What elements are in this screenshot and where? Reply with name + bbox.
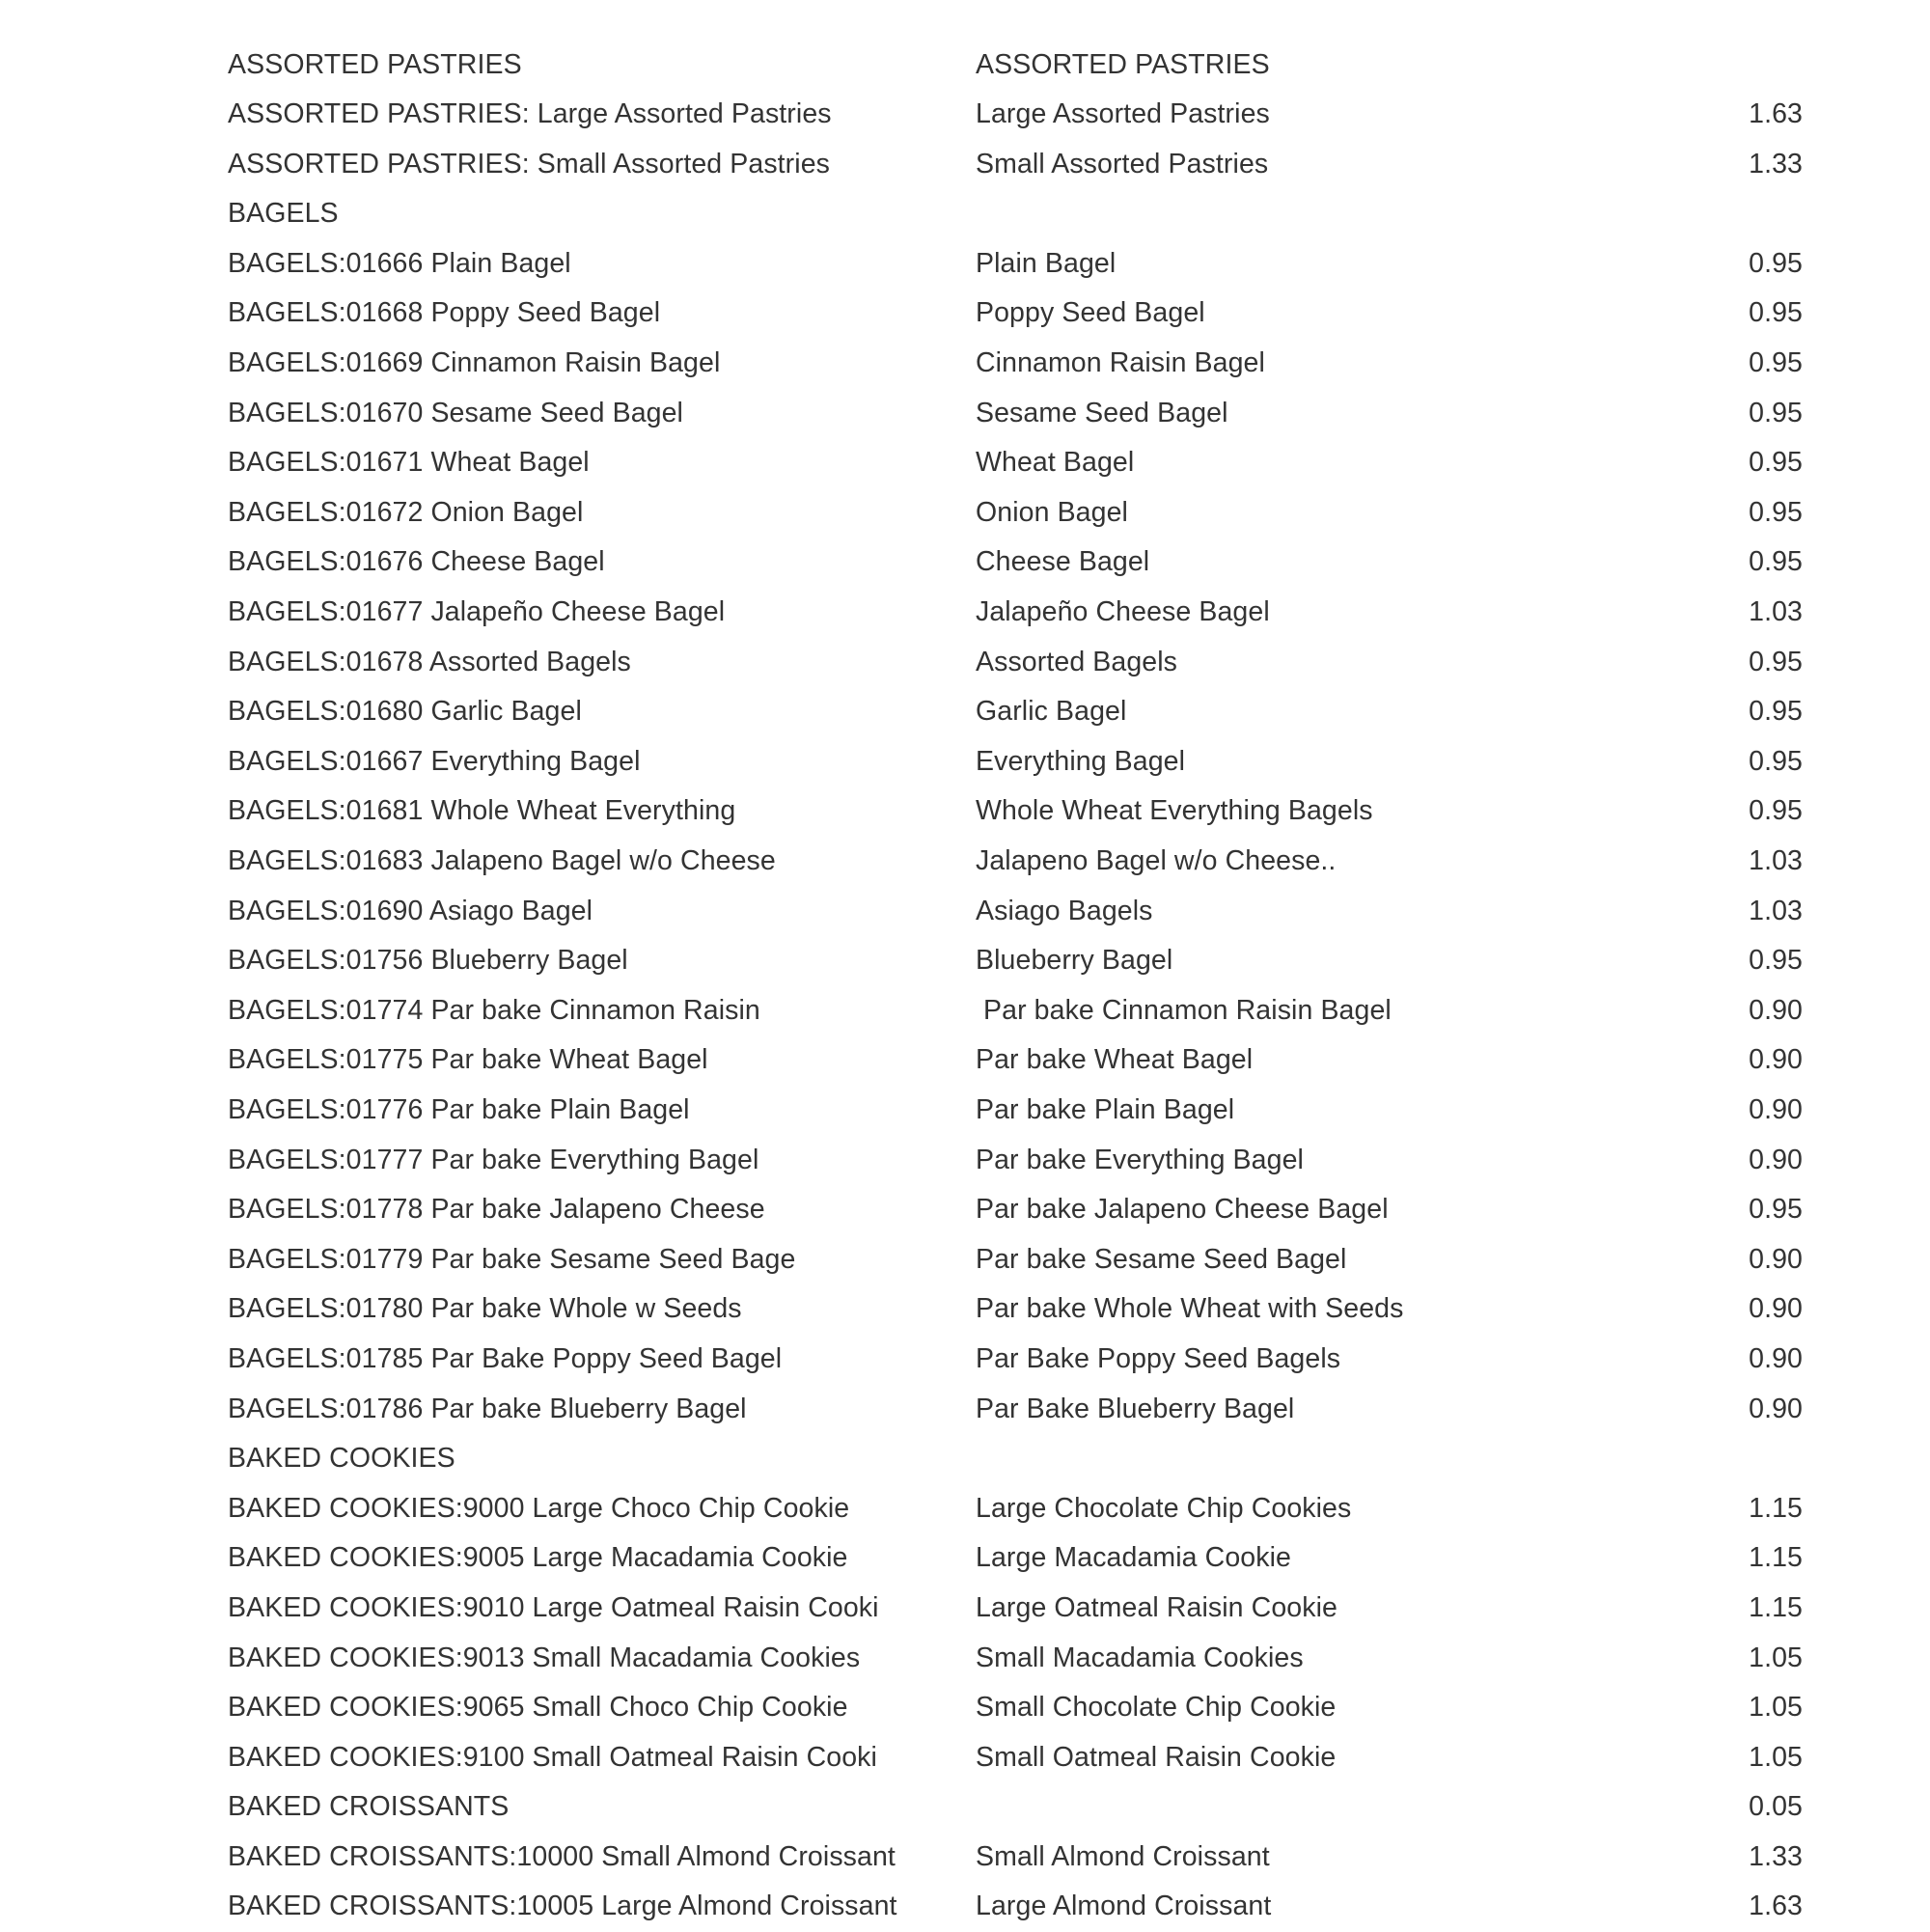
table-row <box>0 1733 1930 1783</box>
item-description: Par bake Whole Wheat with Seeds <box>976 1284 1404 1335</box>
table-row <box>0 1185 1930 1235</box>
item-price: 1.63 <box>1749 1882 1803 1932</box>
item-name: BAKED CROISSANTS:10005 Large Almond Croissant <box>228 1882 897 1932</box>
item-price: 1.05 <box>1749 1733 1803 1783</box>
table-row <box>0 737 1930 787</box>
item-price: 0.95 <box>1749 1185 1803 1235</box>
item-name: BAGELS:01690 Asiago Bagel <box>228 887 593 937</box>
item-price: 1.15 <box>1749 1533 1803 1584</box>
item-price: 0.90 <box>1749 1235 1803 1285</box>
item-description: Par bake Jalapeno Cheese Bagel <box>976 1185 1389 1235</box>
table-row <box>0 638 1930 688</box>
table-row <box>0 1284 1930 1335</box>
table-row <box>0 239 1930 290</box>
item-description: Small Almond Croissant <box>976 1833 1270 1883</box>
table-row <box>0 1484 1930 1534</box>
item-name: BAKED COOKIES:9010 Large Oatmeal Raisin Cooki <box>228 1584 879 1634</box>
item-name: BAGELS:01775 Par bake Wheat Bagel <box>228 1035 708 1086</box>
item-name: BAGELS:01669 Cinnamon Raisin Bagel <box>228 339 720 389</box>
table-row <box>0 787 1930 837</box>
table-row <box>0 488 1930 538</box>
table-row <box>0 687 1930 737</box>
table-row <box>0 189 1930 239</box>
table-row <box>0 90 1930 140</box>
item-price: 0.95 <box>1749 488 1803 538</box>
table-row <box>0 1235 1930 1285</box>
table-row <box>0 887 1930 937</box>
item-price: 0.95 <box>1749 438 1803 488</box>
item-name: BAGELS:01779 Par bake Sesame Seed Bage <box>228 1235 795 1285</box>
item-price: 0.95 <box>1749 787 1803 837</box>
item-price: 1.33 <box>1749 140 1803 190</box>
item-description: Par bake Everything Bagel <box>976 1136 1304 1186</box>
item-description: Large Oatmeal Raisin Cookie <box>976 1584 1337 1634</box>
item-price: 1.33 <box>1749 1833 1803 1883</box>
item-description: Cinnamon Raisin Bagel <box>976 339 1265 389</box>
item-price: 1.15 <box>1749 1584 1803 1634</box>
table-row <box>0 1086 1930 1136</box>
item-name: BAGELS:01777 Par bake Everything Bagel <box>228 1136 758 1186</box>
item-name: BAGELS:01667 Everything Bagel <box>228 737 641 787</box>
item-name: BAKED CROISSANTS:10000 Small Almond Croissant <box>228 1833 896 1883</box>
table-row <box>0 41 1930 91</box>
item-name: BAGELS:01670 Sesame Seed Bagel <box>228 389 683 439</box>
item-price: 1.15 <box>1749 1484 1803 1534</box>
item-description: Small Macadamia Cookies <box>976 1634 1304 1684</box>
item-name: BAGELS:01671 Wheat Bagel <box>228 438 590 488</box>
table-row <box>0 389 1930 439</box>
item-price: 0.90 <box>1749 1035 1803 1086</box>
item-description: Small Oatmeal Raisin Cookie <box>976 1733 1336 1783</box>
item-name: BAKED COOKIES <box>228 1434 455 1484</box>
item-description: Plain Bagel <box>976 239 1116 290</box>
table-row <box>0 1434 1930 1484</box>
item-name: BAGELS:01677 Jalapeño Cheese Bagel <box>228 588 725 638</box>
item-description: Whole Wheat Everything Bagels <box>976 787 1373 837</box>
item-description: Garlic Bagel <box>976 687 1126 737</box>
item-price: 0.90 <box>1749 1385 1803 1435</box>
item-description: Jalapeno Bagel w/o Cheese.. <box>976 837 1336 887</box>
table-row <box>0 538 1930 588</box>
item-price: 0.95 <box>1749 687 1803 737</box>
item-description: Par bake Sesame Seed Bagel <box>976 1235 1346 1285</box>
item-name: ASSORTED PASTRIES: Small Assorted Pastries <box>228 140 830 190</box>
table-row <box>0 986 1930 1036</box>
item-name: ASSORTED PASTRIES <box>228 41 522 91</box>
item-name: BAKED COOKIES:9100 Small Oatmeal Raisin Cooki <box>228 1733 877 1783</box>
item-name: BAGELS:01678 Assorted Bagels <box>228 638 631 688</box>
item-price: 0.95 <box>1749 239 1803 290</box>
table-row <box>0 140 1930 190</box>
table-row <box>0 1683 1930 1733</box>
table-row <box>0 1035 1930 1086</box>
table-row <box>0 1136 1930 1186</box>
table-row <box>0 1634 1930 1684</box>
item-description: Onion Bagel <box>976 488 1128 538</box>
item-name: BAGELS:01778 Par bake Jalapeno Cheese <box>228 1185 765 1235</box>
table-row <box>0 1782 1930 1833</box>
item-description: Assorted Bagels <box>976 638 1177 688</box>
item-price: 0.90 <box>1749 1086 1803 1136</box>
table-row <box>0 1533 1930 1584</box>
table-row <box>0 339 1930 389</box>
item-price: 1.03 <box>1749 887 1803 937</box>
item-price: 1.05 <box>1749 1683 1803 1733</box>
item-price: 0.90 <box>1749 986 1803 1036</box>
item-name: BAGELS <box>228 189 339 239</box>
item-description: Cheese Bagel <box>976 538 1149 588</box>
item-price: 1.03 <box>1749 588 1803 638</box>
item-price: 1.05 <box>1749 1634 1803 1684</box>
item-description: Par bake Plain Bagel <box>976 1086 1234 1136</box>
item-name: BAGELS:01785 Par Bake Poppy Seed Bagel <box>228 1335 782 1385</box>
item-price: 1.63 <box>1749 90 1803 140</box>
table-row <box>0 1385 1930 1435</box>
item-price: 0.90 <box>1749 1136 1803 1186</box>
item-description: Large Chocolate Chip Cookies <box>976 1484 1351 1534</box>
price-list-table <box>0 41 1930 1932</box>
item-name: BAGELS:01780 Par bake Whole w Seeds <box>228 1284 742 1335</box>
item-name: BAGELS:01680 Garlic Bagel <box>228 687 582 737</box>
item-name: BAKED COOKIES:9000 Large Choco Chip Cookie <box>228 1484 849 1534</box>
item-description: ASSORTED PASTRIES <box>976 41 1270 91</box>
item-description: Large Assorted Pastries <box>976 90 1270 140</box>
item-price: 0.95 <box>1749 638 1803 688</box>
item-description: Large Macadamia Cookie <box>976 1533 1291 1584</box>
item-name: BAKED COOKIES:9005 Large Macadamia Cookie <box>228 1533 848 1584</box>
item-name: BAKED CROISSANTS <box>228 1782 509 1833</box>
item-description: Par bake Wheat Bagel <box>976 1035 1253 1086</box>
table-row <box>0 936 1930 986</box>
item-description: Asiago Bagels <box>976 887 1153 937</box>
item-name: BAGELS:01774 Par bake Cinnamon Raisin <box>228 986 760 1036</box>
item-name: BAGELS:01681 Whole Wheat Everything <box>228 787 735 837</box>
item-price: 0.90 <box>1749 1284 1803 1335</box>
item-name: BAKED COOKIES:9013 Small Macadamia Cookies <box>228 1634 860 1684</box>
table-row <box>0 837 1930 887</box>
item-description: Everything Bagel <box>976 737 1185 787</box>
item-price: 0.95 <box>1749 339 1803 389</box>
table-row <box>0 588 1930 638</box>
item-price: 0.95 <box>1749 389 1803 439</box>
item-description: Small Assorted Pastries <box>976 140 1268 190</box>
item-name: BAGELS:01666 Plain Bagel <box>228 239 571 290</box>
item-description: Sesame Seed Bagel <box>976 389 1228 439</box>
item-price: 0.05 <box>1749 1782 1803 1833</box>
item-name: BAGELS:01672 Onion Bagel <box>228 488 583 538</box>
item-name: BAGELS:01683 Jalapeno Bagel w/o Cheese <box>228 837 776 887</box>
item-description: Small Chocolate Chip Cookie <box>976 1683 1336 1733</box>
item-description: Blueberry Bagel <box>976 936 1172 986</box>
item-description: Large Almond Croissant <box>976 1882 1271 1932</box>
item-description: Par Bake Blueberry Bagel <box>976 1385 1294 1435</box>
table-row <box>0 1882 1930 1932</box>
item-name: BAGELS:01676 Cheese Bagel <box>228 538 605 588</box>
item-price: 0.95 <box>1749 737 1803 787</box>
item-name: BAGELS:01776 Par bake Plain Bagel <box>228 1086 690 1136</box>
item-name: BAGELS:01786 Par bake Blueberry Bagel <box>228 1385 747 1435</box>
item-name: BAGELS:01756 Blueberry Bagel <box>228 936 628 986</box>
item-price: 0.95 <box>1749 289 1803 339</box>
item-price: 0.90 <box>1749 1335 1803 1385</box>
item-description: Par Bake Poppy Seed Bagels <box>976 1335 1340 1385</box>
item-name: ASSORTED PASTRIES: Large Assorted Pastries <box>228 90 832 140</box>
item-price: 1.03 <box>1749 837 1803 887</box>
table-row <box>0 289 1930 339</box>
item-description: Poppy Seed Bagel <box>976 289 1205 339</box>
table-row <box>0 1584 1930 1634</box>
item-description: Wheat Bagel <box>976 438 1134 488</box>
table-row <box>0 1833 1930 1883</box>
item-name: BAGELS:01668 Poppy Seed Bagel <box>228 289 660 339</box>
table-row <box>0 1335 1930 1385</box>
item-description: Jalapeño Cheese Bagel <box>976 588 1270 638</box>
table-row <box>0 438 1930 488</box>
item-description: Par bake Cinnamon Raisin Bagel <box>976 986 1392 1036</box>
item-price: 0.95 <box>1749 936 1803 986</box>
item-name: BAKED COOKIES:9065 Small Choco Chip Cookie <box>228 1683 848 1733</box>
item-price: 0.95 <box>1749 538 1803 588</box>
